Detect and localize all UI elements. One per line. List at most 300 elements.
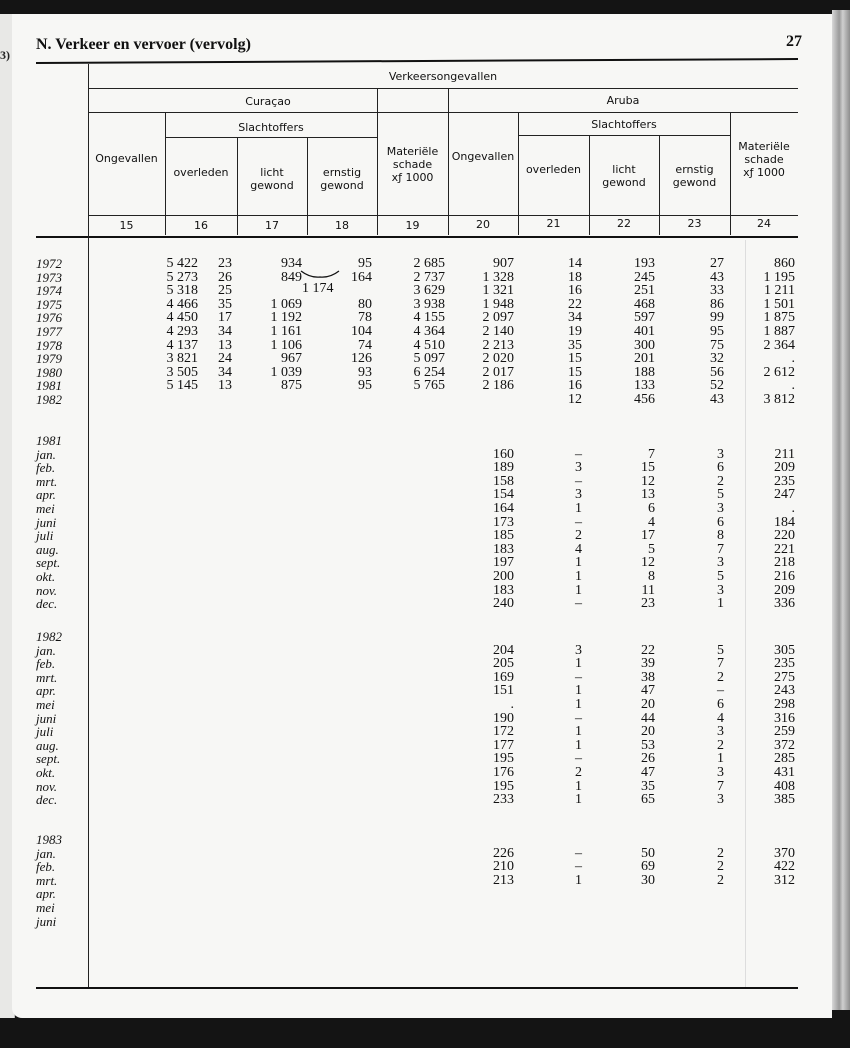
table-cell: 1 — [575, 501, 582, 516]
table-cell: 5 765 — [413, 378, 445, 394]
row-label: 1982 — [36, 392, 62, 407]
table-cell: 86 — [710, 296, 724, 312]
table-cell: 235 — [774, 473, 795, 489]
table-cell: 24 — [218, 351, 232, 367]
table-cell: 160 — [493, 446, 514, 462]
row-label: aug. — [36, 541, 59, 557]
table-cell: 211 — [774, 446, 795, 462]
table-cell: 201 — [634, 351, 655, 367]
table-cell: 158 — [493, 473, 514, 489]
table-cell: 200 — [493, 569, 514, 584]
table-cell: 34 — [218, 324, 232, 339]
table-cell: 221 — [774, 541, 795, 557]
table-cell: 1 — [575, 737, 582, 753]
table-cell: – — [575, 859, 582, 875]
table-cell: 336 — [774, 596, 795, 612]
table-cell: 193 — [634, 256, 655, 271]
table-cell: 15 — [641, 460, 655, 476]
table-cell: 3 — [717, 724, 724, 740]
header-curacao: Curaçao — [245, 95, 291, 108]
table-cell: 934 — [281, 256, 302, 271]
table-cell: 5 318 — [166, 283, 198, 299]
table-cell: 4 137 — [166, 337, 198, 353]
table-cell: 78 — [358, 310, 372, 326]
table-cell: 56 — [710, 364, 724, 380]
table-cell: 35 — [568, 337, 582, 353]
table-cell: – — [575, 710, 582, 726]
table-cell: 4 466 — [166, 296, 198, 312]
table-cell: 2 097 — [482, 310, 514, 326]
year-label: 1982 — [36, 629, 62, 644]
header-overleden-aruba: overleden — [525, 163, 582, 176]
table-cell: 154 — [493, 487, 514, 503]
table-cell: 133 — [634, 378, 655, 394]
table-cell: 316 — [774, 710, 795, 726]
table-cell: 2 685 — [413, 256, 445, 271]
table-cell: 4 — [575, 541, 582, 557]
table-cell: 7 — [717, 656, 724, 672]
table-cell: 2 140 — [482, 324, 514, 339]
table-cell: 243 — [774, 683, 795, 699]
table-cell: 1 887 — [763, 324, 795, 339]
table-cell: 6 — [717, 460, 724, 476]
table-cell: 3 — [717, 765, 724, 780]
row-label: apr. — [36, 886, 56, 902]
table-cell: 1 501 — [763, 296, 795, 312]
table-cell: 3 505 — [166, 364, 198, 380]
header-slachtoffers-curacao: Slachtoffers — [238, 121, 304, 134]
table-cell: 4 155 — [413, 310, 445, 326]
table-cell: 597 — [634, 310, 655, 326]
row-label: apr. — [36, 683, 56, 699]
col-number: 16 — [194, 219, 208, 232]
table-cell: 53 — [641, 737, 655, 753]
table-cell: 33 — [710, 283, 724, 299]
table-cell: 12 — [641, 473, 655, 489]
table-cell: 15 — [568, 364, 582, 380]
table-cell: 43 — [710, 392, 724, 407]
table-cell: 5 — [717, 569, 724, 584]
table-cell: . — [791, 378, 795, 394]
table-cell: 2 — [717, 872, 724, 888]
table-cell: 47 — [641, 765, 655, 780]
row-label: 1980 — [36, 364, 62, 380]
table-cell: 12 — [641, 555, 655, 571]
row-label: feb. — [36, 859, 56, 875]
table-cell: 209 — [774, 460, 795, 476]
header-ernstig-gewond-aruba: ernstig gewond — [672, 163, 717, 189]
table-cell: 1 195 — [763, 269, 795, 285]
table-cell: 1 — [575, 697, 582, 712]
table-cell: 38 — [641, 669, 655, 685]
table-cell: 907 — [493, 256, 514, 271]
table-cell: 1 — [717, 751, 724, 767]
table-cell: 218 — [774, 555, 795, 571]
table-cell: 4 450 — [166, 310, 198, 326]
table-cell: 126 — [351, 351, 372, 367]
table-cell: 875 — [281, 378, 302, 394]
table-cell: 3 938 — [413, 296, 445, 312]
table-cell: 151 — [493, 683, 514, 699]
table-cell: . — [510, 697, 514, 712]
table-cell: 4 — [648, 514, 655, 530]
table-cell: 298 — [774, 697, 795, 712]
header-slachtoffers-aruba: Slachtoffers — [591, 118, 657, 131]
table-cell: 401 — [634, 324, 655, 339]
table-cell: 69 — [641, 859, 655, 875]
table-cell: 5 145 — [166, 378, 198, 394]
table-cell: 2 737 — [413, 269, 445, 285]
table-cell: 5 — [717, 642, 724, 658]
col-number: 18 — [335, 219, 349, 232]
table-cell: 52 — [710, 378, 724, 394]
table-cell: 372 — [774, 737, 795, 753]
table-cell: 3 821 — [166, 351, 198, 367]
row-label: juni — [36, 710, 57, 726]
col-number: 21 — [546, 217, 561, 230]
table-cell: 13 — [218, 337, 232, 353]
row-label: 1972 — [36, 256, 62, 271]
table-cell: 1 — [575, 872, 582, 888]
table-cell: 1 161 — [270, 324, 302, 339]
table-cell: 183 — [493, 582, 514, 598]
row-label: aug. — [36, 737, 59, 753]
header-overleden-curacao: overleden — [173, 166, 229, 179]
table-cell: 235 — [774, 656, 795, 672]
table-cell: 26 — [218, 269, 232, 285]
table-cell: 2 — [717, 845, 724, 861]
table-cell: 3 812 — [763, 392, 795, 407]
row-label: jan. — [36, 446, 56, 462]
table-cell: 6 — [717, 697, 724, 712]
table-cell: 468 — [634, 296, 655, 312]
table-cell: 74 — [358, 337, 372, 353]
col-number: 22 — [617, 217, 631, 230]
table-cell: 251 — [634, 283, 655, 299]
table-cell: 2 612 — [763, 364, 795, 380]
header-ongevallen-aruba: Ongevallen — [451, 150, 515, 163]
table-cell: 1 — [575, 656, 582, 672]
table-cell: 240 — [493, 596, 514, 612]
stub-divider — [88, 64, 89, 988]
row-label: mei — [36, 697, 55, 712]
row-label: juni — [36, 514, 57, 530]
table-cell: 431 — [774, 765, 795, 780]
table-cell: 197 — [493, 555, 514, 571]
table-cell: 5 097 — [413, 351, 445, 367]
table-cell: 245 — [634, 269, 655, 285]
page-title: N. Verkeer en vervoer (vervolg) — [36, 36, 251, 53]
row-label: okt. — [36, 765, 56, 780]
table-cell: 275 — [774, 669, 795, 685]
row-label: 1973 — [36, 269, 62, 285]
table-cell: 1 — [717, 596, 724, 612]
table-cell: 1 875 — [763, 310, 795, 326]
table-cell: 210 — [493, 859, 514, 875]
table-cell: 3 — [717, 555, 724, 571]
table-cell: 1 106 — [270, 337, 302, 353]
table-cell: 26 — [641, 751, 655, 767]
table-cell: 189 — [493, 460, 514, 476]
table-cell: 849 — [281, 269, 302, 285]
table-cell: 16 — [568, 283, 582, 299]
table-cell: 1 211 — [764, 283, 795, 299]
table-cell: 25 — [218, 283, 232, 299]
table-cell: 370 — [774, 845, 795, 861]
row-label: mrt. — [36, 872, 58, 888]
table-cell: 1 — [575, 569, 582, 584]
table-cell: 185 — [493, 528, 514, 544]
table-cell: 305 — [774, 642, 795, 658]
table-cell: 233 — [493, 792, 514, 808]
header-licht-gewond-curacao: licht gewond — [250, 166, 294, 192]
merged-cell: 1 174 — [302, 281, 334, 296]
row-label: juni — [36, 913, 57, 929]
row-label: juli — [36, 528, 54, 544]
table-cell: 2 — [717, 473, 724, 489]
table-cell: 50 — [641, 845, 655, 861]
table-cell: 95 — [358, 256, 372, 271]
table-cell: 2 — [717, 859, 724, 875]
table-cell: 213 — [493, 872, 514, 888]
table-cell: 22 — [641, 642, 655, 658]
table-cell: 195 — [493, 778, 514, 794]
table-cell: – — [575, 751, 582, 767]
table-cell: 220 — [774, 528, 795, 544]
table-cell: 226 — [493, 845, 514, 861]
table-cell: 35 — [641, 778, 655, 794]
table-cell: 20 — [641, 724, 655, 740]
table-cell: 30 — [641, 872, 655, 888]
row-label: sept. — [36, 555, 61, 571]
table-cell: 6 254 — [413, 364, 445, 380]
table-cell: 3 — [717, 446, 724, 462]
table-cell: 13 — [641, 487, 655, 503]
table-cell: 3 — [575, 460, 582, 476]
table-cell: 1 — [575, 724, 582, 740]
row-label: sept. — [36, 751, 61, 767]
brace-icon — [300, 270, 340, 280]
col-number: 19 — [405, 219, 420, 232]
header-licht-gewond-aruba: licht gewond — [602, 163, 646, 189]
row-label: nov. — [36, 582, 58, 598]
table-cell: 164 — [351, 269, 372, 285]
table-cell: 15 — [568, 351, 582, 367]
header-materiele-schade-curacao: Materiële schade xƒ 1000 — [386, 145, 439, 184]
header-line — [165, 137, 377, 138]
table-cell: 16 — [568, 378, 582, 394]
table-cell: 32 — [710, 351, 724, 367]
row-label: 1974 — [36, 283, 62, 299]
table-cell: 22 — [568, 296, 582, 312]
table-cell: 2 — [575, 528, 582, 544]
col-number: 20 — [476, 218, 490, 231]
table-cell: – — [717, 683, 724, 699]
table-cell: 860 — [774, 256, 795, 271]
table-cell: 1 948 — [482, 296, 514, 312]
table-cell: 99 — [710, 310, 724, 326]
table-cell: 173 — [493, 514, 514, 530]
row-label: dec. — [36, 792, 58, 808]
table-cell: 34 — [568, 310, 582, 326]
table-cell: 4 364 — [413, 324, 445, 339]
table-cell: 7 — [648, 446, 655, 462]
table-cell: 80 — [358, 296, 372, 312]
row-label: mrt. — [36, 473, 58, 489]
table-cell: 43 — [710, 269, 724, 285]
header-aruba: Aruba — [606, 94, 640, 107]
table-cell: – — [575, 669, 582, 685]
header-verkeersongevallen: Verkeersongevallen — [388, 70, 498, 83]
header-line — [88, 215, 798, 216]
table-cell: 4 510 — [413, 337, 445, 353]
table-cell: 1 — [575, 582, 582, 598]
table-cell: 8 — [717, 528, 724, 544]
table-cell: 190 — [493, 710, 514, 726]
table-cell: 1 069 — [270, 296, 302, 312]
table-cell: 3 — [717, 582, 724, 598]
table-cell: . — [791, 501, 795, 516]
col-number: 23 — [687, 217, 702, 230]
table-cell: 19 — [568, 324, 582, 339]
table-cell: 65 — [641, 792, 655, 808]
row-label: 1978 — [36, 337, 62, 353]
bottom-rule — [36, 987, 798, 989]
table-cell: 2 — [717, 669, 724, 685]
page-stack-edge — [832, 10, 850, 1010]
row-label: mei — [36, 900, 55, 915]
row-label: juli — [36, 724, 54, 740]
col-number: 17 — [265, 219, 279, 232]
page-number: 27 — [786, 33, 802, 50]
table-cell: 385 — [774, 792, 795, 808]
header-materiele-schade-aruba: Materiële schade xƒ 1000 — [738, 140, 790, 179]
table-cell: 4 — [717, 710, 724, 726]
table-cell: 3 — [575, 487, 582, 503]
table-cell: 183 — [493, 541, 514, 557]
row-label: mrt. — [36, 669, 58, 685]
row-label: 1979 — [36, 351, 62, 367]
table-cell: . — [791, 351, 795, 367]
row-label: nov. — [36, 778, 58, 794]
table-cell: 39 — [641, 656, 655, 672]
header-ernstig-gewond-curacao: ernstig gewond — [320, 166, 364, 192]
table-cell: 3 — [717, 792, 724, 808]
header-line — [88, 88, 798, 89]
table-cell: 27 — [710, 256, 724, 271]
table-cell: 5 422 — [166, 256, 198, 271]
table-cell: 967 — [281, 351, 302, 367]
table-cell: – — [575, 596, 582, 612]
table-cell: 3 629 — [413, 283, 445, 299]
table-cell: 8 — [648, 569, 655, 584]
table-cell: 17 — [218, 310, 232, 326]
table-cell: 44 — [641, 710, 655, 726]
row-label: mei — [36, 501, 55, 516]
row-label: apr. — [36, 487, 56, 503]
table-cell: 95 — [358, 378, 372, 394]
header-line — [518, 135, 730, 136]
table-cell: 1 328 — [482, 269, 514, 285]
table-cell: 7 — [717, 541, 724, 557]
row-label: feb. — [36, 656, 56, 672]
table-cell: 11 — [641, 582, 655, 598]
table-cell: 75 — [710, 337, 724, 353]
table-cell: 216 — [774, 569, 795, 584]
table-cell: 2 213 — [482, 337, 514, 353]
table-cell: 23 — [218, 256, 232, 271]
year-label: 1983 — [36, 832, 62, 847]
table-cell: 2 017 — [482, 364, 514, 380]
table-cell: 204 — [493, 642, 514, 658]
row-label: 1976 — [36, 310, 62, 326]
table-cell: 5 — [648, 541, 655, 557]
table-cell: 1 — [575, 555, 582, 571]
table-cell: 5 — [717, 487, 724, 503]
row-label: dec. — [36, 596, 58, 612]
table-cell: 2 186 — [482, 378, 514, 394]
table-cell: 104 — [351, 324, 372, 339]
table-cell: 300 — [634, 337, 655, 353]
table-cell: 1 — [575, 792, 582, 808]
header-line — [88, 112, 798, 113]
table-cell: – — [575, 446, 582, 462]
table-cell: 7 — [717, 778, 724, 794]
table-cell: 6 — [648, 501, 655, 516]
table-cell: 456 — [634, 392, 655, 407]
table-cell: 5 273 — [166, 269, 198, 285]
table-cell: 18 — [568, 269, 582, 285]
table-cell: 247 — [774, 487, 795, 503]
header-bottom-rule — [36, 236, 798, 238]
col-number: 15 — [119, 219, 134, 232]
table-cell: – — [575, 514, 582, 530]
table-cell: 95 — [710, 324, 724, 339]
row-label: feb. — [36, 460, 56, 476]
table-cell: 408 — [774, 778, 795, 794]
year-label: 1981 — [36, 433, 62, 448]
table-cell: 1 321 — [482, 283, 514, 299]
table-cell: – — [575, 845, 582, 861]
table-cell: 184 — [774, 514, 795, 530]
table-cell: 3 — [717, 501, 724, 516]
table-cell: 14 — [568, 256, 582, 271]
row-label: 1975 — [36, 296, 62, 312]
table-cell: 312 — [774, 872, 795, 888]
table-cell: 2 364 — [763, 337, 795, 353]
row-label: okt. — [36, 569, 56, 584]
table-cell: 2 020 — [482, 351, 514, 367]
table-cell: 2 — [717, 737, 724, 753]
table-cell: 169 — [493, 669, 514, 685]
table-cell: 1 192 — [270, 310, 302, 326]
table-cell: 47 — [641, 683, 655, 699]
gutter-fragment: 3) — [0, 48, 10, 62]
table-cell: 1 039 — [270, 364, 302, 380]
table-cell: 209 — [774, 582, 795, 598]
table-cell: 205 — [493, 656, 514, 672]
table-cell: 93 — [358, 364, 372, 380]
table-cell: 285 — [774, 751, 795, 767]
table-cell: 20 — [641, 697, 655, 712]
table-cell: 2 — [575, 765, 582, 780]
table-cell: 176 — [493, 765, 514, 780]
table-cell: 23 — [641, 596, 655, 612]
row-label: 1981 — [36, 378, 62, 394]
faint-divider — [745, 240, 746, 988]
table-cell: – — [575, 473, 582, 489]
table-cell: 1 — [575, 683, 582, 699]
